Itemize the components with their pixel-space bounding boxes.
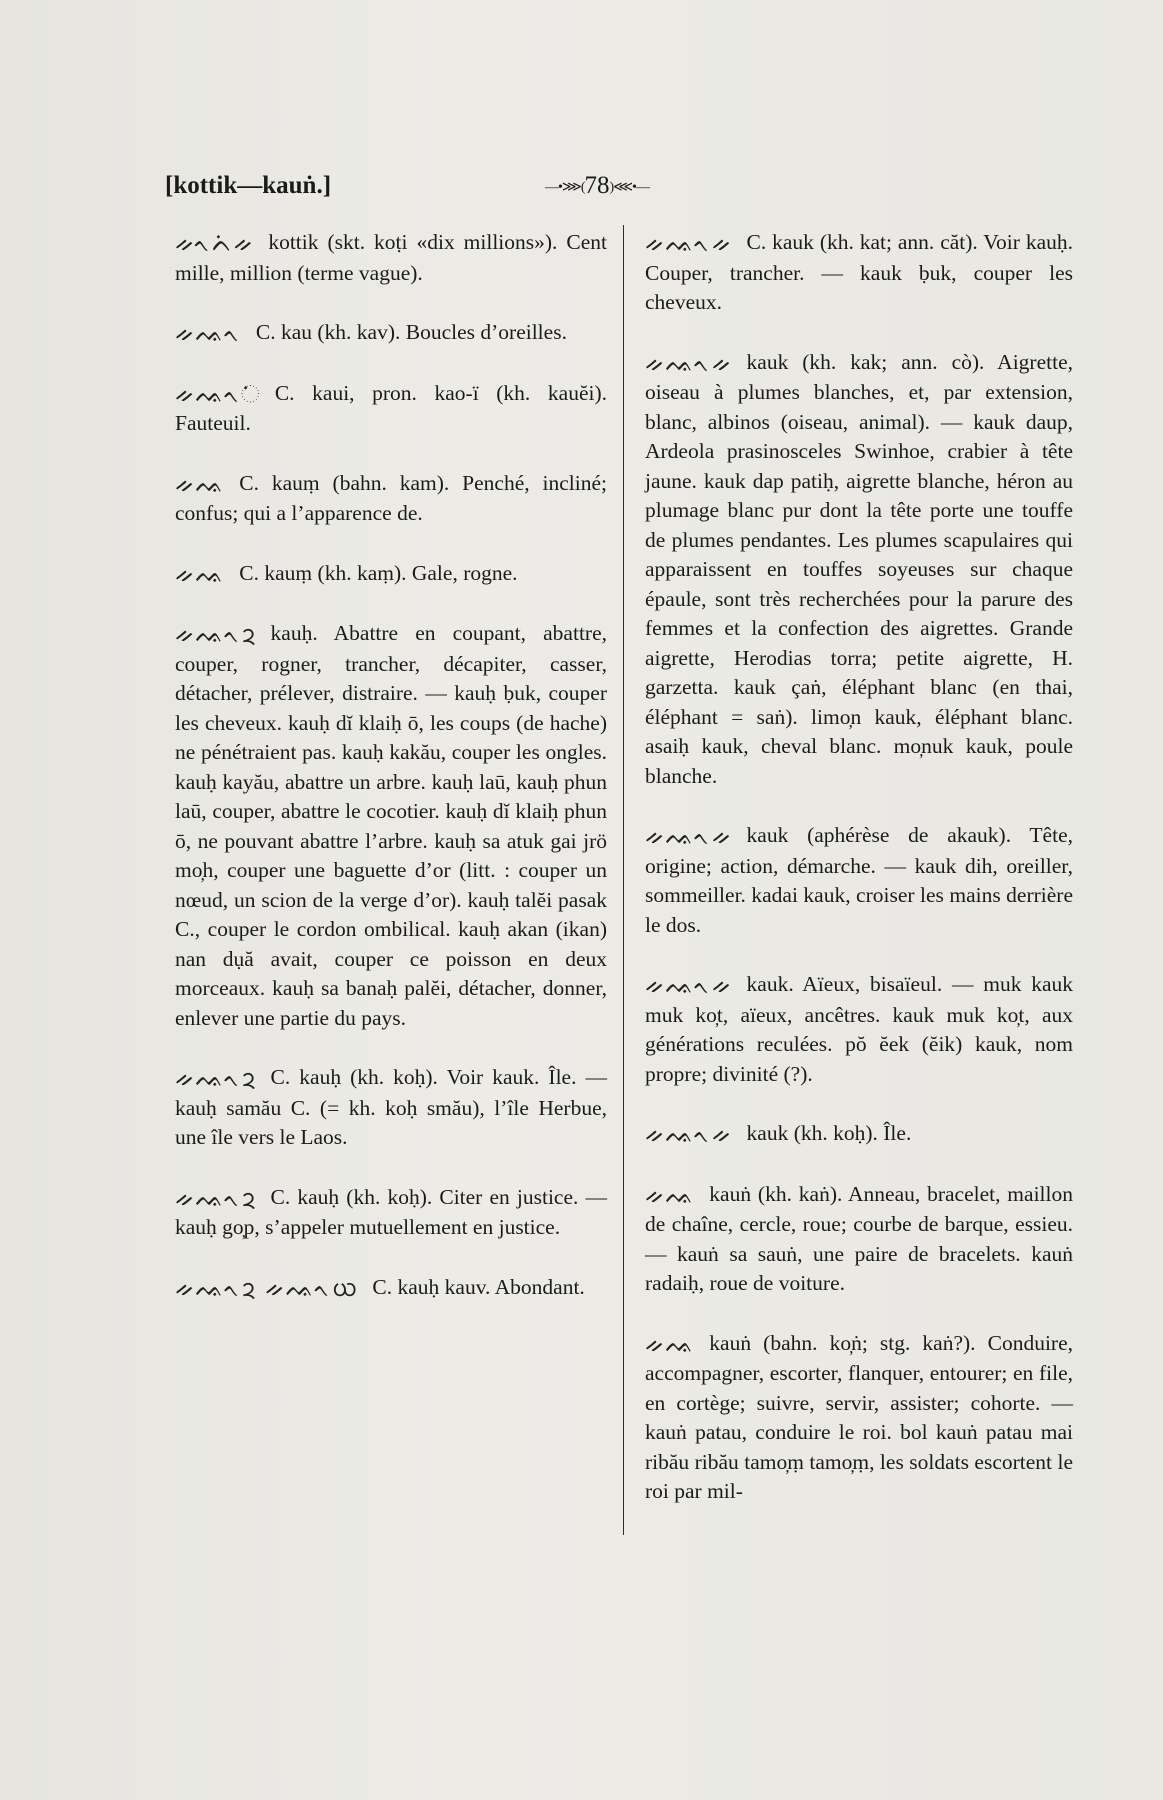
entry-kauh-kauv: [175, 1273, 607, 1304]
cham-script: ᨀᨚᨈᨗᨀ: [175, 229, 255, 257]
entry-text: C. kauk (kh. kat; ann. căt). Voir kauḥ. Couper, trancher. — kauk ḅuk, couper les cheveux.: [645, 230, 1073, 314]
ornament-left: —•⋙(: [545, 179, 585, 195]
entry-kau: [175, 318, 607, 349]
entry-text: C. kauṃ (kh. kaṃ). Gale, rogne.: [239, 560, 518, 585]
cham-script: ᨀᨕᨚᨗ: [175, 379, 261, 408]
cham-script: ᨀᨕᨚᨯ: [175, 1183, 257, 1212]
cham-script: ᨀᨕᨚᨀ: [645, 348, 733, 377]
entry-kaum-2: [175, 559, 607, 590]
entry-range: [kottik—kauṅ.]: [165, 172, 332, 199]
entry-text: C. kauḥ (kh. koḥ). Citer en justice. — kauḥ go̦p, s’appeler mutuellement en justice.: [175, 1184, 607, 1239]
entry-kauk-3: [645, 821, 1073, 940]
cham-script: ᨀᨕ: [645, 1329, 696, 1358]
entry-text: kauk (kh. kak; ann. cò). Aigrette, oiseau à plumes blanches, et, par extension, blanc, albinos (oiseau, animal). — kauk daup, Ardeola prasinosceles Swinhoe, crabier à tête jaune. kauk dap patiḥ, aigrette blanche, héron au plumage blanc pur dont la tête porte une touffe de plumes pendantes. Les plumes scapulaires qui apparaissent en touffes soyeuses sur chaque épaule, sont très recherchées pour la parure des femmes et la confection des aigrettes. Grande aigrette, Herodias torra; petite aigrette, H. garzetta. kauk çaṅ, éléphant blanc (en thai, éléphant = saṅ). limo̦n kauk, éléphant blanc. asaiḥ kauk, cheval blanc. mo̦nuk kauk, poule blanche.: [645, 349, 1073, 788]
entry-text: kauk (aphérèse de akauk). Tête, origine; action, démarche. — kauk dih, oreiller, sommeiller. kadai kauk, croiser les mains derrière le dos.: [645, 823, 1073, 937]
entry-kaui: [175, 379, 607, 439]
cham-script: ᨀᨕᨚᨯ: [175, 1064, 257, 1092]
entry-text: kauḥ. Abattre en coupant, abattre, couper, rogner, trancher, décapiter, casser, détacher, prélever, distraire. — kauḥ ḅuk, couper les cheveux. kauḥ dĭ klaiḥ ō, les coups (de hache) ne pénétraient pas. kauḥ kakău, couper les ongles. kauḥ kayău, abattre un arbre. kauḥ laū, kauḥ phun laū, couper, abattre le cocotier. kauḥ dĭ klaiḥ phun ō, ne pouvant abattre l’arbre. kauḥ sa atuk gai jrö mo̦h, couper une baguette d’or (litt. : couper un nœud, un scion de la verge d’or). kauḥ talĕi pasak C., couper le cordon ombilical. kauḥ akan (ikan) nan dụă avait, couper ce poisson en deux morceaux. kauḥ sa banaḥ palĕi, détacher, donner, enlever une partie du pays.: [175, 621, 607, 1030]
cham-script: ᨀᨕᨚᨀ: [645, 229, 733, 257]
left-column: [175, 228, 607, 1333]
entry-kaung-1: [645, 1180, 1073, 1299]
entry-kauk-5: [645, 1119, 1073, 1150]
entry-kauk-2: [645, 348, 1073, 792]
page-header: [165, 172, 725, 212]
entry-kauk-1: [645, 228, 1073, 318]
entry-kaum-1: [175, 469, 607, 529]
entry-text: kauk (kh. koḥ). Île.: [746, 1121, 912, 1145]
entry-text: kauṅ (kh. kaṅ). Anneau, bracelet, maillon de chaîne, cercle, roue; courbe de barque, essieu. — kauṅ sa sauṅ, une paire de bracelets. kauṅ radaiḥ, roue de voiture.: [645, 1181, 1073, 1295]
cham-script: ᨀᨕᨚᨯ: [175, 620, 257, 648]
ornament-right: )⋘•—: [609, 179, 649, 195]
cham-script: ᨀᨕᨚᨯ ᨀᨕᨚᨿ: [175, 1273, 359, 1302]
entry-kauh-3: [175, 1183, 607, 1243]
entry-text: C. kauḥ (kh. koḥ). Voir kauk. Île. — kauḥ samău C. (= kh. koḥ smău), l’île Herbue, une île vers le Laos.: [175, 1065, 607, 1149]
entry-text: kauṅ (bahn. ko̦ṅ; stg. kaṅ?). Conduire, accompagner, escorter, flanquer, entourer; en file, en cortège; suivre, servir, assister; cohorte. — kauṅ patau, conduire le roi. bol kauṅ patau mai ribău ribău tamo̦ṃ tamo̦ṃ, les soldats escortent le roi par mil-: [645, 1330, 1073, 1503]
entry-text: C. kauḥ kauv. Abondant.: [372, 1274, 585, 1299]
cham-script: ᨀᨕᨚᨀ: [645, 822, 733, 850]
cham-script: ᨀᨕᨚ: [175, 319, 242, 347]
entry-kaung-2: [645, 1329, 1073, 1507]
entry-text: C. kaui, pron. kao-ï (kh. kauĕi). Fauteuil.: [175, 380, 607, 435]
entry-text: kauk. Aïeux, bisaïeul. — muk kauk muk ko̦t, aïeux, ancêtres. kauk muk ko̦t, aux générations reculées. pŏ ĕek (ĕik) kauk, nom propre; divinité (?).: [645, 972, 1073, 1086]
entry-kottik: [175, 228, 607, 288]
entry-kauk-4: [645, 970, 1073, 1089]
entry-text: C. kau (kh. kav). Boucles d’oreilles.: [255, 320, 567, 344]
cham-script: ᨀᨕᨚᨀ: [645, 971, 733, 999]
page-number-block: [545, 172, 649, 200]
right-column: [645, 228, 1073, 1537]
entry-kauh-2: [175, 1063, 607, 1153]
entry-text: kottik (skt. koṭi «dix millions»). Cent mille, million (terme vague).: [175, 230, 607, 285]
cham-script: ᨀᨕ: [175, 469, 226, 498]
cham-script: ᨀᨕ: [175, 559, 226, 588]
cham-script: ᨀᨕᨚᨀ: [645, 1120, 733, 1148]
page-number: 78: [584, 172, 610, 199]
entry-kauh-1: [175, 619, 607, 1033]
entry-text: C. kauṃ (bahn. kam). Penché, incliné; confus; qui a l’apparence de.: [175, 470, 607, 525]
column-divider: [623, 225, 624, 1535]
cham-script: ᨀᨕ: [645, 1180, 696, 1209]
